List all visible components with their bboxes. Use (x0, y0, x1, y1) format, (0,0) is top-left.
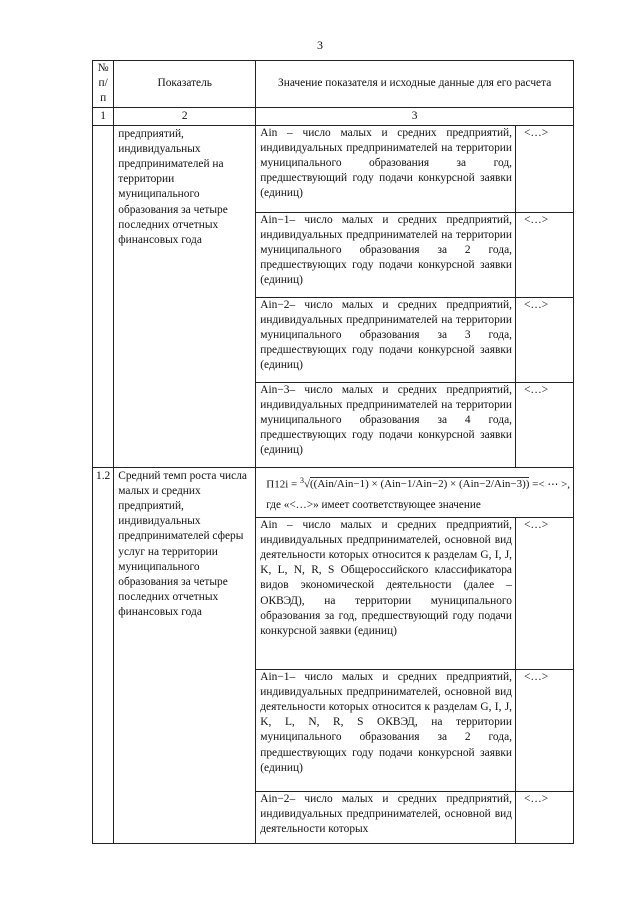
formula-body: ((Ain/Ain−1) × (Ain−1/Ain−2) × (Ain−2/Ain−3)) (310, 478, 530, 491)
row-num-cell: 1.2 (93, 467, 114, 843)
page-number: 3 (317, 38, 323, 52)
indicator-name: Средний темп роста числа малых и средних предприятий, индивидуальных предпринимателей сферы услуг на территории муниципального образования за четыре последних отчетных финансовых года (114, 467, 256, 843)
formula-note: где «<…>» имеет соответствующее значение (266, 499, 481, 512)
indicator-name: предприятий, индивидуальных предпринимателей на территории муниципального образования за четыре последних отчетных финансовых года (114, 125, 256, 467)
colnum-1: 1 (93, 107, 114, 125)
variable-value: <…> (515, 791, 573, 843)
variable-value: <…> (515, 297, 573, 382)
variable-value: <…> (515, 212, 573, 297)
formula-lhs: П12i = (266, 478, 298, 491)
variable-description: Ain−2– число малых и средних предприятий, индивидуальных предпринимателей на территории муниципального образования за 3 года, предшествующих году подачи конкурсной заявки (единиц) (256, 297, 516, 382)
variable-description: Ain−1– число малых и средних предприятий, индивидуальных предпринимателей, основной вид деятельности которых относится к разделам G, I, J, K, L, N, R, S ОКВЭД, на территории муниципального образования за 2 года, предшествующих году подачи конкурсной заявки (единиц) (256, 669, 516, 791)
variable-value: <…> (515, 517, 573, 669)
root-index: 3 (299, 475, 304, 485)
column-number-row (93, 107, 574, 125)
root-sign: √ (303, 478, 311, 491)
formula-rhs: =< ⋯ >, (532, 478, 571, 491)
header-value: Значение показателя и исходные данные для его расчета (256, 61, 574, 108)
row-num-cell (93, 125, 114, 467)
table-row (93, 467, 574, 517)
variable-description: Ain – число малых и средних предприятий, индивидуальных предпринимателей на территории муниципального образования за год, предшествующий году подачи конкурсной заявки (единиц) (256, 125, 516, 212)
variable-value: <…> (515, 125, 573, 212)
variable-description: Ain−1– число малых и средних предприятий, индивидуальных предпринимателей на территории муниципального образования за 2 года, предшествующих году подачи конкурсной заявки (единиц) (256, 212, 516, 297)
variable-description: Ain−2– число малых и средних предприятий, индивидуальных предпринимателей, основной вид деятельности которых (256, 791, 516, 843)
colnum-3: 3 (256, 107, 574, 125)
variable-description: Ain−3– число малых и средних предприятий, индивидуальных предпринимателей на территории муниципального образования за 4 года, предшествующих году подачи конкурсной заявки (единиц) (256, 382, 516, 467)
variable-value: <…> (515, 669, 573, 791)
variable-value: <…> (515, 382, 573, 467)
table-header-row (93, 61, 574, 108)
colnum-2: 2 (114, 107, 256, 125)
variable-description: Ain – число малых и средних предприятий, индивидуальных предпринимателей, основной вид деятельности которых относится к разделам G, I, J, K, L, N, R, S Общероссийского классификатора видов экономической деятельности (далее – ОКВЭД), на территории муниципального образования за год, предшествующий году подачи конкурсной заявки (единиц) (256, 517, 516, 669)
header-indicator: Показатель (114, 61, 256, 108)
header-num: № п/п (93, 61, 114, 108)
formula-cell (256, 467, 574, 517)
table-row (93, 125, 574, 212)
indicator-table (92, 60, 574, 844)
